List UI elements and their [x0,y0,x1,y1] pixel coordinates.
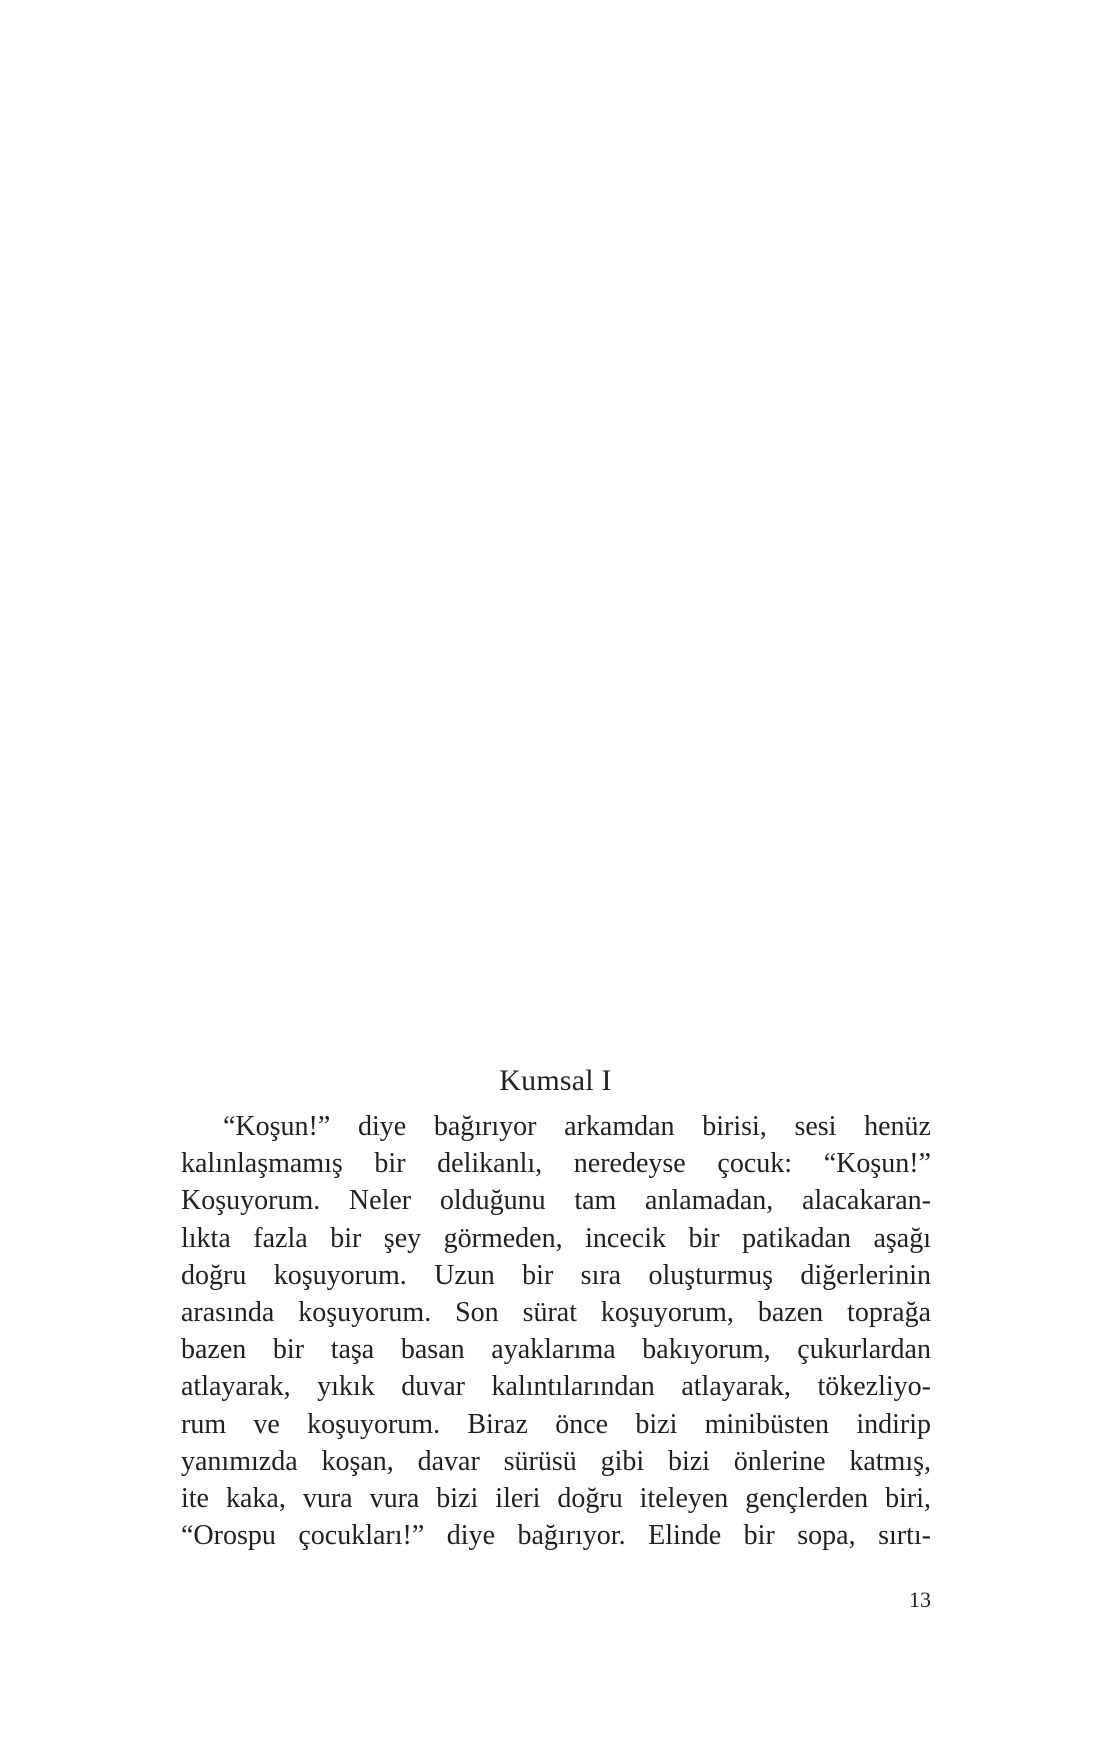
text-line: yanımızda koşan, davar sürüsü gibi bizi önlerine katmış, [181,1445,931,1477]
text-line: atlayarak, yıkık duvar kalıntılarından atlayarak, tökezliyo- [181,1371,931,1403]
text-line: “Koşun!” diye bağırıyor arkamdan birisi, sesi henüz [223,1111,931,1142]
text-line: kalınlaşmamış bir delikanlı, neredeyse çocuk: “Koşun!” [181,1148,931,1180]
body-text [181,1108,931,1554]
text-line: bazen bir taşa basan ayaklarıma bakıyorum, çukurlardan [181,1334,931,1366]
text-line: doğru koşuyorum. Uzun bir sıra oluşturmuş diğerlerinin [181,1259,931,1291]
page-number: 13 [909,1587,931,1612]
text-line: arasında koşuyorum. Son sürat koşuyorum, bazen toprağa [181,1296,931,1328]
text-line: Koşuyorum. Neler olduğunu tam anlamadan, alacakaran- [181,1185,931,1217]
chapter-title: Kumsal I [499,1064,612,1097]
text-line: lıkta fazla bir şey görmeden, incecik bir patikadan aşağı [181,1222,931,1254]
text-line: “Orospu çocukları!” diye bağırıyor. Elinde bir sopa, sırtı- [181,1520,931,1552]
text-line: rum ve koşuyorum. Biraz önce bizi minibüsten indirip [181,1408,931,1440]
text-line: ite kaka, vura vura bizi ileri doğru iteleyen gençlerden biri, [181,1482,931,1514]
